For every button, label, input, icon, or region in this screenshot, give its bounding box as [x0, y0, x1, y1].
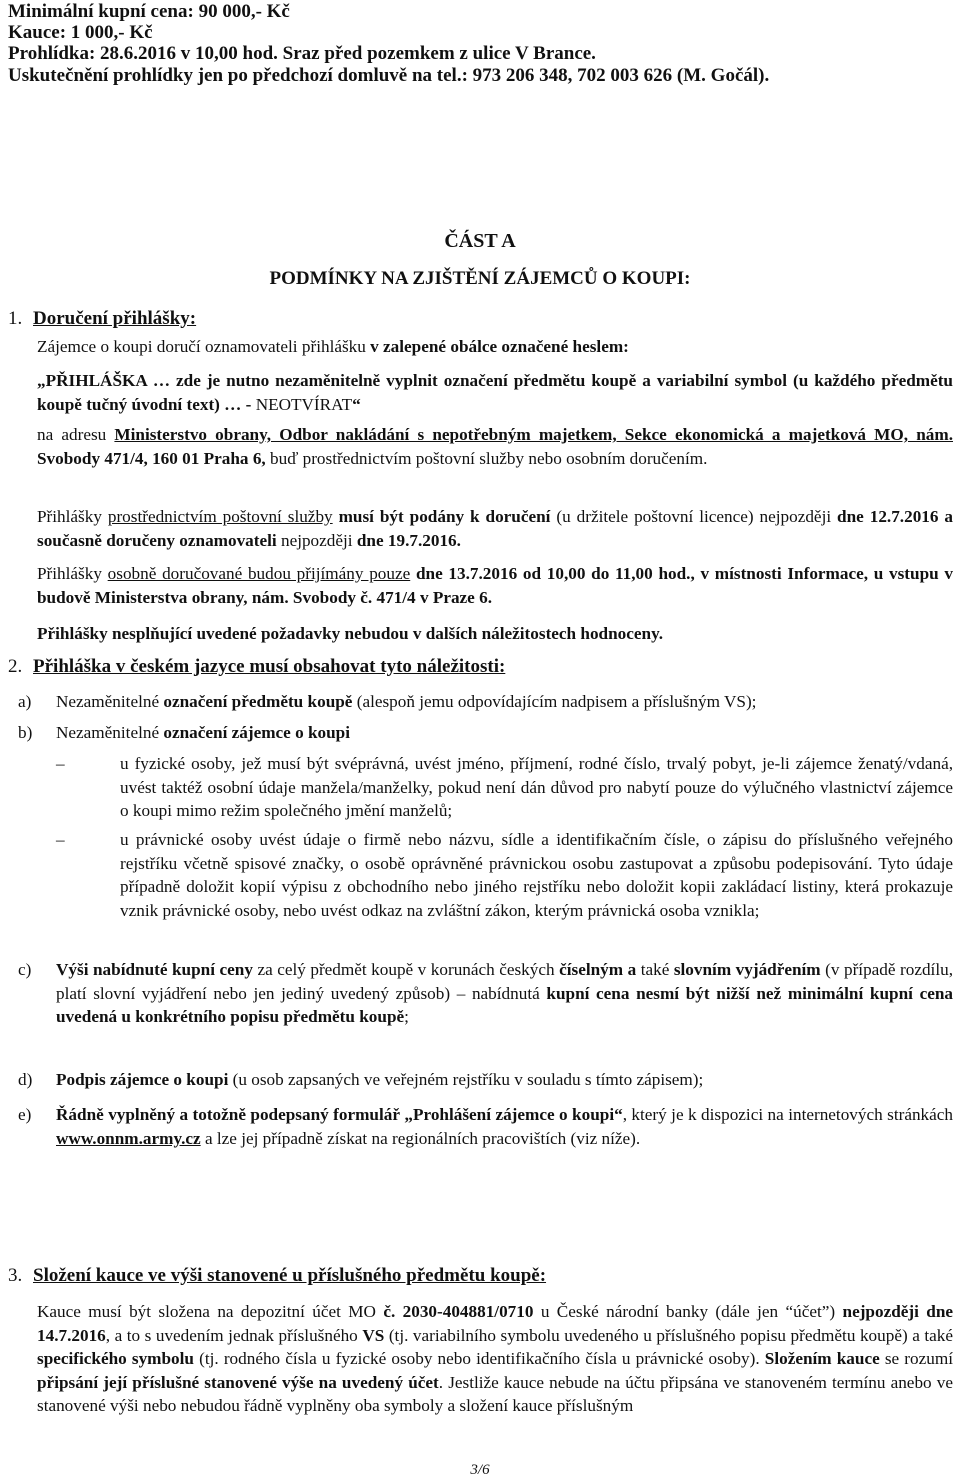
text-run: Přihlášky nesplňující uvedené požadavky nebudou v dalších náležitostech hodnoceny. — [37, 624, 664, 643]
page-number: 3/6 — [470, 1462, 490, 1478]
s1-paragraph-4 — [37, 505, 953, 552]
text-run: také — [636, 960, 674, 979]
text-run: Ministerstvo obrany, Odbor nakládání s nepotřebným majetkem, Sekce ekonomická a majetková MO, nám. — [114, 425, 953, 444]
list-item-a — [18, 690, 953, 714]
website-link[interactable]: www.onnm.army.cz — [56, 1128, 201, 1148]
text-run: (alespoň jemu odpovídajícím nadpisem a příslušným VS); — [352, 692, 757, 711]
text-run: VS — [362, 1325, 385, 1345]
text-run: osobně doručované budou přijímány pouze — [107, 564, 411, 583]
viewing-note: Uskutečnění prohlídky jen po předchozí domluvě na tel.: 973 206 348, 702 003 626 (M. Gočál). — [8, 65, 770, 86]
text-run: nejpozději — [276, 530, 357, 550]
text-run: označení zájemce o koupi — [163, 723, 351, 742]
list-label: c) — [18, 960, 32, 979]
text-run: dne 19.7.2016. — [356, 530, 461, 550]
text-run: nejpozději dne 14.7.2016 — [37, 1302, 954, 1345]
text-run: prostřednictvím poštovní služby — [107, 507, 333, 526]
list-label: a) — [18, 692, 32, 711]
text-run: (u osob zapsaných ve veřejném rejstříku v souladu s tímto zápisem); — [228, 1070, 704, 1089]
text-run: (tj. variabilního symbolu uvedeného u příslušného popisu předmětu koupě) a také — [384, 1325, 953, 1345]
section-number: 1. — [8, 308, 23, 329]
text-run: na adresu — [37, 425, 115, 444]
s1-paragraph-2 — [37, 369, 953, 416]
section-number: 3. — [8, 1265, 23, 1286]
s1-paragraph-5 — [37, 562, 953, 609]
text-run: „PŘIHLÁŠKA … zde je nutno nezaměnitelně vyplnit označení předmětu koupě a variabilní symbol (u každého předmětu koupě tučný úvodní text) … - — [37, 371, 953, 414]
text-run: ; — [404, 1007, 409, 1026]
text-run: Přihlášky — [37, 507, 108, 526]
text-run: v zalepené obálce označené heslem: — [370, 337, 629, 356]
min-price: Minimální kupní cena: 90 000,- Kč — [8, 1, 290, 22]
section-title: Složení kauce ve výši stanovené u příslušného předmětu koupě: — [33, 1265, 547, 1286]
text-run: NEOTVÍRAT — [255, 394, 353, 414]
text-run: (u držitele poštovní licence) nejpozději — [550, 507, 838, 526]
section-1-heading — [8, 308, 196, 330]
text-run: (tj. rodného čísla u fyzické osoby nebo identifikačního čísla u právnické osoby). — [193, 1349, 765, 1368]
text-run: “ — [352, 394, 361, 414]
dash-bullet: – — [56, 754, 65, 773]
s1-paragraph-3 — [37, 423, 953, 470]
text-run: Řádně vyplněný a totožně podepsaný formulář „Prohlášení zájemce o koupi“ — [56, 1105, 623, 1124]
text-run: u právnické osoby uvést údaje o firmě nebo názvu, sídle a identifikačním čísle, o zápisu do příslušného veřejného rejstříku včetně spisové značky, o osobě oprávněné právnickou osobu zastupovat a způsobu podepisování. Tyto údaje případně doložit kopií výpisu z obchodního nebo jiného rejstříku nebo doložit kopii zakládací listiny, která prokazuje vznik právnické osoby, nebo uvést odkaz na zvláštní zákon, kterým právnická osoba vznikla; — [120, 830, 953, 920]
text-run: č. 2030-404881/0710 — [383, 1302, 534, 1321]
text-run: označení předmětu koupě — [163, 692, 353, 711]
text-run: Přihlášky — [37, 564, 108, 583]
viewing-date: Prohlídka: 28.6.2016 v 10,00 hod. Sraz před pozemkem z ulice V Brance. — [8, 43, 596, 64]
text-run: Výši nabídnuté kupní ceny — [56, 960, 253, 979]
deposit: Kauce: 1 000,- Kč — [8, 22, 153, 43]
text-run: dne 13.7.2016 od 10,00 do 11,00 hod., v místnosti Informace, u vstupu v budově Ministerstva obrany, nám. Svobody č. 471/4 v Praze 6. — [37, 564, 954, 607]
text-run: , a to s uvedením jednak příslušného — [105, 1325, 363, 1345]
text-run: Nezaměnitelné — [56, 692, 164, 711]
list-item-e — [18, 1103, 953, 1150]
text-run: připsání její příslušné stanovené výše na uvedený účet — [37, 1372, 439, 1392]
text-run: za celý předmět koupě v korunách českých — [252, 960, 560, 979]
text-run: Zájemce o koupi doručí oznamovateli přihlášku — [37, 337, 371, 356]
text-run: (v případě rozdílu, platí slovní vyjádření nebo jen jediný uvedený způsob) – nabídnutá — [56, 960, 954, 1003]
text-run: Složením kauce — [764, 1349, 880, 1368]
s1-paragraph-1 — [37, 335, 953, 359]
list-label: b) — [18, 723, 33, 742]
list-item-b — [18, 721, 953, 745]
text-run: číselným a — [559, 960, 637, 979]
section-title: Doručení přihlášky: — [33, 308, 197, 329]
s3-paragraph — [37, 1300, 953, 1418]
text-run: u fyzické osoby, jež musí být svéprávná, uvést jméno, příjmení, rodné číslo, trvalý pobyt, je-li zájemce ženatý/vdaná, uvést taktéž osobní údaje manžela/manželky, pokud není dán důvod pro nabytí pouze do výlučného vlastnictví zájemce o koupi mimo režim společného jmění manželů; — [120, 754, 953, 820]
text-run: Kauce musí být složena na depozitní účet MO — [37, 1302, 384, 1321]
text-run: a lze jej případně získat na regionálních pracovištích (viz níže). — [200, 1128, 641, 1148]
text-run: slovním vyjádřením — [673, 960, 821, 979]
text-run: musí být podány k doručení — [332, 507, 551, 526]
text-run: Nezaměnitelné — [56, 723, 164, 742]
list-label: d) — [18, 1070, 33, 1089]
list-item-c — [18, 958, 953, 1029]
section-3-heading — [8, 1265, 546, 1287]
text-run: . Jestliže kauce nebude na účtu připsána ve stanoveném termínu anebo ve stanovené výši nebo nebudou řádně vyplněny oba symboly a složení kauce příslušným — [37, 1372, 953, 1415]
list-label: e) — [18, 1105, 32, 1124]
dash-item-natural-person — [56, 752, 953, 823]
text-run: u České národní banky (dále jen “účet”) — [533, 1302, 843, 1321]
text-run: Svobody 471/4, 160 01 Praha 6, — [37, 448, 266, 468]
text-run: buď prostřednictvím poštovní služby nebo osobním doručením. — [265, 448, 708, 468]
part-title: ČÁST A — [444, 230, 516, 252]
text-run: specifického symbolu — [37, 1349, 194, 1368]
dash-item-legal-person — [56, 828, 953, 922]
text-run: kupní cena nesmí být nižší než minimální kupní cena uvedená u konkrétního popisu předmětu koupě — [56, 983, 953, 1026]
dash-bullet: – — [56, 830, 65, 849]
s1-paragraph-6 — [37, 622, 953, 646]
section-number: 2. — [8, 656, 23, 677]
part-subtitle: PODMÍNKY NA ZJIŠTĚNÍ ZÁJEMCŮ O KOUPI: — [269, 268, 691, 289]
text-run: Podpis zájemce o koupi — [56, 1070, 229, 1089]
section-2-heading — [8, 656, 505, 678]
text-run: , který je k dispozici na internetových stránkách — [622, 1105, 953, 1124]
text-run: dne 12.7.2016 a současně doručeny oznamovateli — [37, 507, 953, 550]
section-title: Přihláška v českém jazyce musí obsahovat tyto náležitosti: — [33, 656, 506, 677]
text-run: se rozumí — [879, 1349, 953, 1368]
list-item-d — [18, 1068, 953, 1092]
